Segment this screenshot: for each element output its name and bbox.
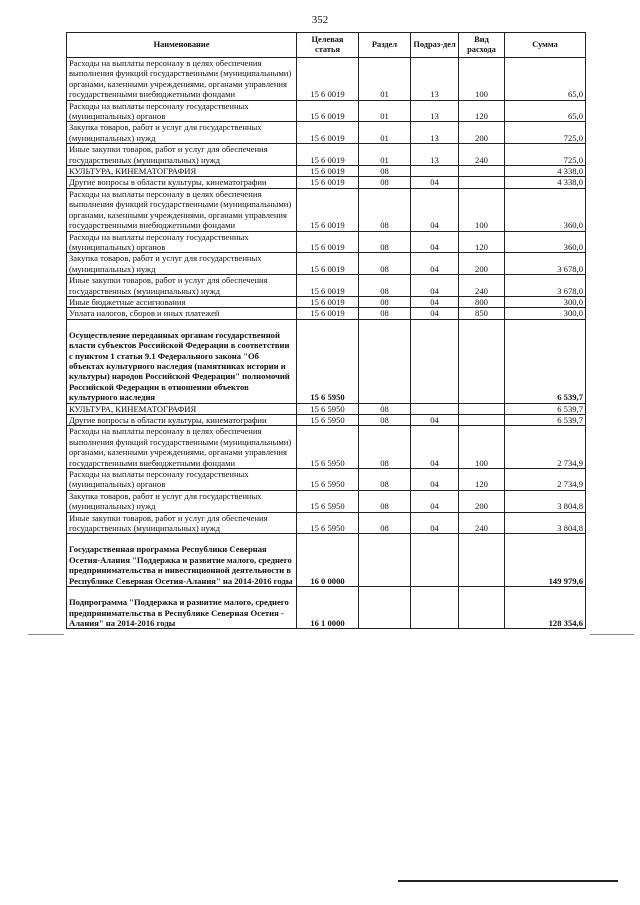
cell-subsection	[411, 534, 459, 587]
cell-expense-type: 850	[459, 308, 505, 319]
table-row	[67, 469, 586, 491]
table-row	[67, 122, 586, 144]
table-row	[67, 403, 586, 414]
cell-expense-type	[459, 166, 505, 177]
cell-subsection: 04	[411, 426, 459, 469]
table-row	[67, 231, 586, 253]
cell-section: 08	[359, 275, 411, 297]
cell-name: Другие вопросы в области культуры, кинематографии	[67, 415, 297, 426]
cell-section	[359, 319, 411, 403]
table-row	[67, 308, 586, 319]
cell-subsection: 04	[411, 253, 459, 275]
cell-expense-type: 100	[459, 426, 505, 469]
table-row	[67, 275, 586, 297]
budget-table	[66, 32, 586, 629]
cell-code: 15 6 0019	[297, 296, 359, 307]
header-amount: Сумма	[505, 33, 586, 58]
cell-subsection	[411, 587, 459, 629]
cell-name: Иные закупки товаров, работ и услуг для обеспечения государственных (муниципальных) нужд	[67, 275, 297, 297]
cell-code: 15 6 5950	[297, 415, 359, 426]
cell-name: Государственная программа Республики Северная Осетия-Алания "Поддержка и развитие малого, среднего предпринимательства и инвестиционной деятельности в Республике Северная Осетия-Алания" на 2014-2016 годы	[67, 534, 297, 587]
table-row	[67, 100, 586, 122]
cell-code: 15 6 0019	[297, 308, 359, 319]
cell-code: 15 6 5950	[297, 426, 359, 469]
cell-code: 16 0 0000	[297, 534, 359, 587]
cell-amount: 3 804,8	[505, 490, 586, 512]
cell-section: 08	[359, 403, 411, 414]
table-row	[67, 534, 586, 587]
cell-subsection: 04	[411, 490, 459, 512]
table-row	[67, 296, 586, 307]
cell-expense-type: 100	[459, 188, 505, 231]
cell-subsection: 04	[411, 188, 459, 231]
cell-amount: 3 804,8	[505, 512, 586, 534]
cell-section: 08	[359, 231, 411, 253]
cell-section: 01	[359, 144, 411, 166]
cell-name: Иные закупки товаров, работ и услуг для обеспечения государственных (муниципальных) нужд	[67, 144, 297, 166]
cell-expense-type	[459, 319, 505, 403]
cell-amount: 6 539,7	[505, 403, 586, 414]
cell-code: 15 6 5950	[297, 469, 359, 491]
cell-section: 08	[359, 490, 411, 512]
cell-subsection: 04	[411, 308, 459, 319]
cell-code: 15 6 0019	[297, 166, 359, 177]
cell-expense-type	[459, 403, 505, 414]
table-row	[67, 426, 586, 469]
cell-amount: 2 734,9	[505, 469, 586, 491]
cell-expense-type	[459, 587, 505, 629]
cell-name: Иные бюджетные ассигнования	[67, 296, 297, 307]
header-expense-type: Вид расхода	[459, 33, 505, 58]
cell-amount: 6 539,7	[505, 319, 586, 403]
cell-expense-type: 240	[459, 275, 505, 297]
cell-amount: 300,0	[505, 308, 586, 319]
cell-amount: 725,0	[505, 122, 586, 144]
cell-expense-type: 200	[459, 122, 505, 144]
cell-name: Расходы на выплаты персоналу государственных (муниципальных) органов	[67, 100, 297, 122]
cell-expense-type: 200	[459, 253, 505, 275]
cell-amount: 360,0	[505, 231, 586, 253]
table-row	[67, 587, 586, 629]
cell-subsection: 04	[411, 231, 459, 253]
header-subsection: Подраз-дел	[411, 33, 459, 58]
cell-subsection: 13	[411, 122, 459, 144]
cell-expense-type	[459, 415, 505, 426]
cell-code: 15 6 5950	[297, 403, 359, 414]
footer-rule	[398, 880, 618, 882]
page-number: 352	[311, 14, 329, 26]
header-section: Раздел	[359, 33, 411, 58]
cell-expense-type: 800	[459, 296, 505, 307]
cell-section: 08	[359, 166, 411, 177]
cell-name: КУЛЬТУРА, КИНЕМАТОГРАФИЯ	[67, 403, 297, 414]
cell-amount: 4 338,0	[505, 166, 586, 177]
cell-subsection	[411, 166, 459, 177]
cell-amount: 2 734,9	[505, 426, 586, 469]
cell-name: Расходы на выплаты персоналу в целях обеспечения выполнения функций государственными (муниципальными) органами, казенными учреждениями, органами управления государственными внебюджетными фондами	[67, 426, 297, 469]
cell-code: 15 6 0019	[297, 275, 359, 297]
table-row	[67, 166, 586, 177]
cell-code: 15 6 5950	[297, 512, 359, 534]
cell-code: 15 6 0019	[297, 58, 359, 101]
table-body	[67, 58, 586, 629]
header-name: Наименование	[67, 33, 297, 58]
cell-section: 08	[359, 469, 411, 491]
table-row	[67, 415, 586, 426]
cell-code: 15 6 5950	[297, 319, 359, 403]
cell-subsection: 04	[411, 177, 459, 188]
scan-artifact-line	[590, 634, 634, 635]
cell-expense-type: 200	[459, 490, 505, 512]
cell-expense-type: 120	[459, 469, 505, 491]
cell-code: 15 6 0019	[297, 122, 359, 144]
cell-code: 16 1 0000	[297, 587, 359, 629]
cell-code: 15 6 0019	[297, 253, 359, 275]
cell-code: 15 6 0019	[297, 144, 359, 166]
cell-code: 15 6 0019	[297, 100, 359, 122]
cell-name: Расходы на выплаты персоналу в целях обеспечения выполнения функций государственными (муниципальными) органами, казенными учреждениями, органами управления государственными внебюджетными фондами	[67, 58, 297, 101]
cell-section: 01	[359, 100, 411, 122]
cell-name: Уплата налогов, сборов и иных платежей	[67, 308, 297, 319]
cell-name: Другие вопросы в области культуры, кинематографии	[67, 177, 297, 188]
cell-section: 01	[359, 58, 411, 101]
cell-subsection: 13	[411, 144, 459, 166]
cell-name: Закупка товаров, работ и услуг для государственных (муниципальных) нужд	[67, 490, 297, 512]
table-row	[67, 490, 586, 512]
table-row	[67, 319, 586, 403]
cell-name: Расходы на выплаты персоналу государственных (муниципальных) органов	[67, 469, 297, 491]
cell-section	[359, 534, 411, 587]
cell-section: 08	[359, 177, 411, 188]
cell-name: Осуществление переданных органам государственной власти субъектов Российской Федерации в соответствии с пунктом 1 статьи 9.1 Федерального закона "Об объектах культурного наследия (памятниках истории и культуры) народов Российской Федерации" полномочий Российской Федерации в отношении объектов культурного наследия	[67, 319, 297, 403]
scan-artifact-line	[28, 634, 64, 635]
cell-name: Расходы на выплаты персоналу в целях обеспечения выполнения функций государственными (муниципальными) органами, казенными учреждениями, органами управления государственными внебюджетными фондами	[67, 188, 297, 231]
cell-section: 08	[359, 296, 411, 307]
cell-expense-type: 120	[459, 231, 505, 253]
cell-expense-type: 120	[459, 100, 505, 122]
cell-subsection: 04	[411, 296, 459, 307]
cell-expense-type	[459, 534, 505, 587]
cell-amount: 360,0	[505, 188, 586, 231]
cell-section: 08	[359, 253, 411, 275]
cell-name: Закупка товаров, работ и услуг для государственных (муниципальных) нужд	[67, 253, 297, 275]
cell-amount: 65,0	[505, 100, 586, 122]
header-code: Целевая статья	[297, 33, 359, 58]
cell-expense-type: 240	[459, 144, 505, 166]
cell-expense-type: 100	[459, 58, 505, 101]
cell-section: 08	[359, 188, 411, 231]
cell-amount: 3 678,0	[505, 253, 586, 275]
cell-subsection: 04	[411, 415, 459, 426]
cell-subsection	[411, 319, 459, 403]
table-row	[67, 58, 586, 101]
cell-name: Закупка товаров, работ и услуг для государственных (муниципальных) нужд	[67, 122, 297, 144]
cell-amount: 65,0	[505, 58, 586, 101]
cell-name: Расходы на выплаты персоналу государственных (муниципальных) органов	[67, 231, 297, 253]
cell-subsection: 04	[411, 469, 459, 491]
cell-subsection: 13	[411, 100, 459, 122]
cell-code: 15 6 0019	[297, 177, 359, 188]
cell-subsection	[411, 403, 459, 414]
cell-section: 08	[359, 308, 411, 319]
cell-section: 01	[359, 122, 411, 144]
cell-section	[359, 587, 411, 629]
cell-section: 08	[359, 426, 411, 469]
table-row	[67, 512, 586, 534]
cell-amount: 149 979,6	[505, 534, 586, 587]
cell-expense-type: 240	[459, 512, 505, 534]
table-row	[67, 177, 586, 188]
cell-name: Иные закупки товаров, работ и услуг для обеспечения государственных (муниципальных) нужд	[67, 512, 297, 534]
cell-name: Подпрограмма "Поддержка и развитие малого, среднего предпринимательства в Республике Северная Осетия - Алания" на 2014-2016 годы	[67, 587, 297, 629]
cell-section: 08	[359, 512, 411, 534]
table-row	[67, 188, 586, 231]
cell-amount: 4 338,0	[505, 177, 586, 188]
cell-code: 15 6 5950	[297, 490, 359, 512]
cell-amount: 725,0	[505, 144, 586, 166]
cell-amount: 3 678,0	[505, 275, 586, 297]
cell-name: КУЛЬТУРА, КИНЕМАТОГРАФИЯ	[67, 166, 297, 177]
cell-subsection: 13	[411, 58, 459, 101]
cell-amount: 128 354,6	[505, 587, 586, 629]
cell-code: 15 6 0019	[297, 188, 359, 231]
cell-amount: 6 539,7	[505, 415, 586, 426]
cell-subsection: 04	[411, 275, 459, 297]
cell-section: 08	[359, 415, 411, 426]
cell-expense-type	[459, 177, 505, 188]
cell-subsection: 04	[411, 512, 459, 534]
cell-code: 15 6 0019	[297, 231, 359, 253]
table-row	[67, 144, 586, 166]
table-header-row	[67, 33, 586, 58]
table-row	[67, 253, 586, 275]
cell-amount: 300,0	[505, 296, 586, 307]
